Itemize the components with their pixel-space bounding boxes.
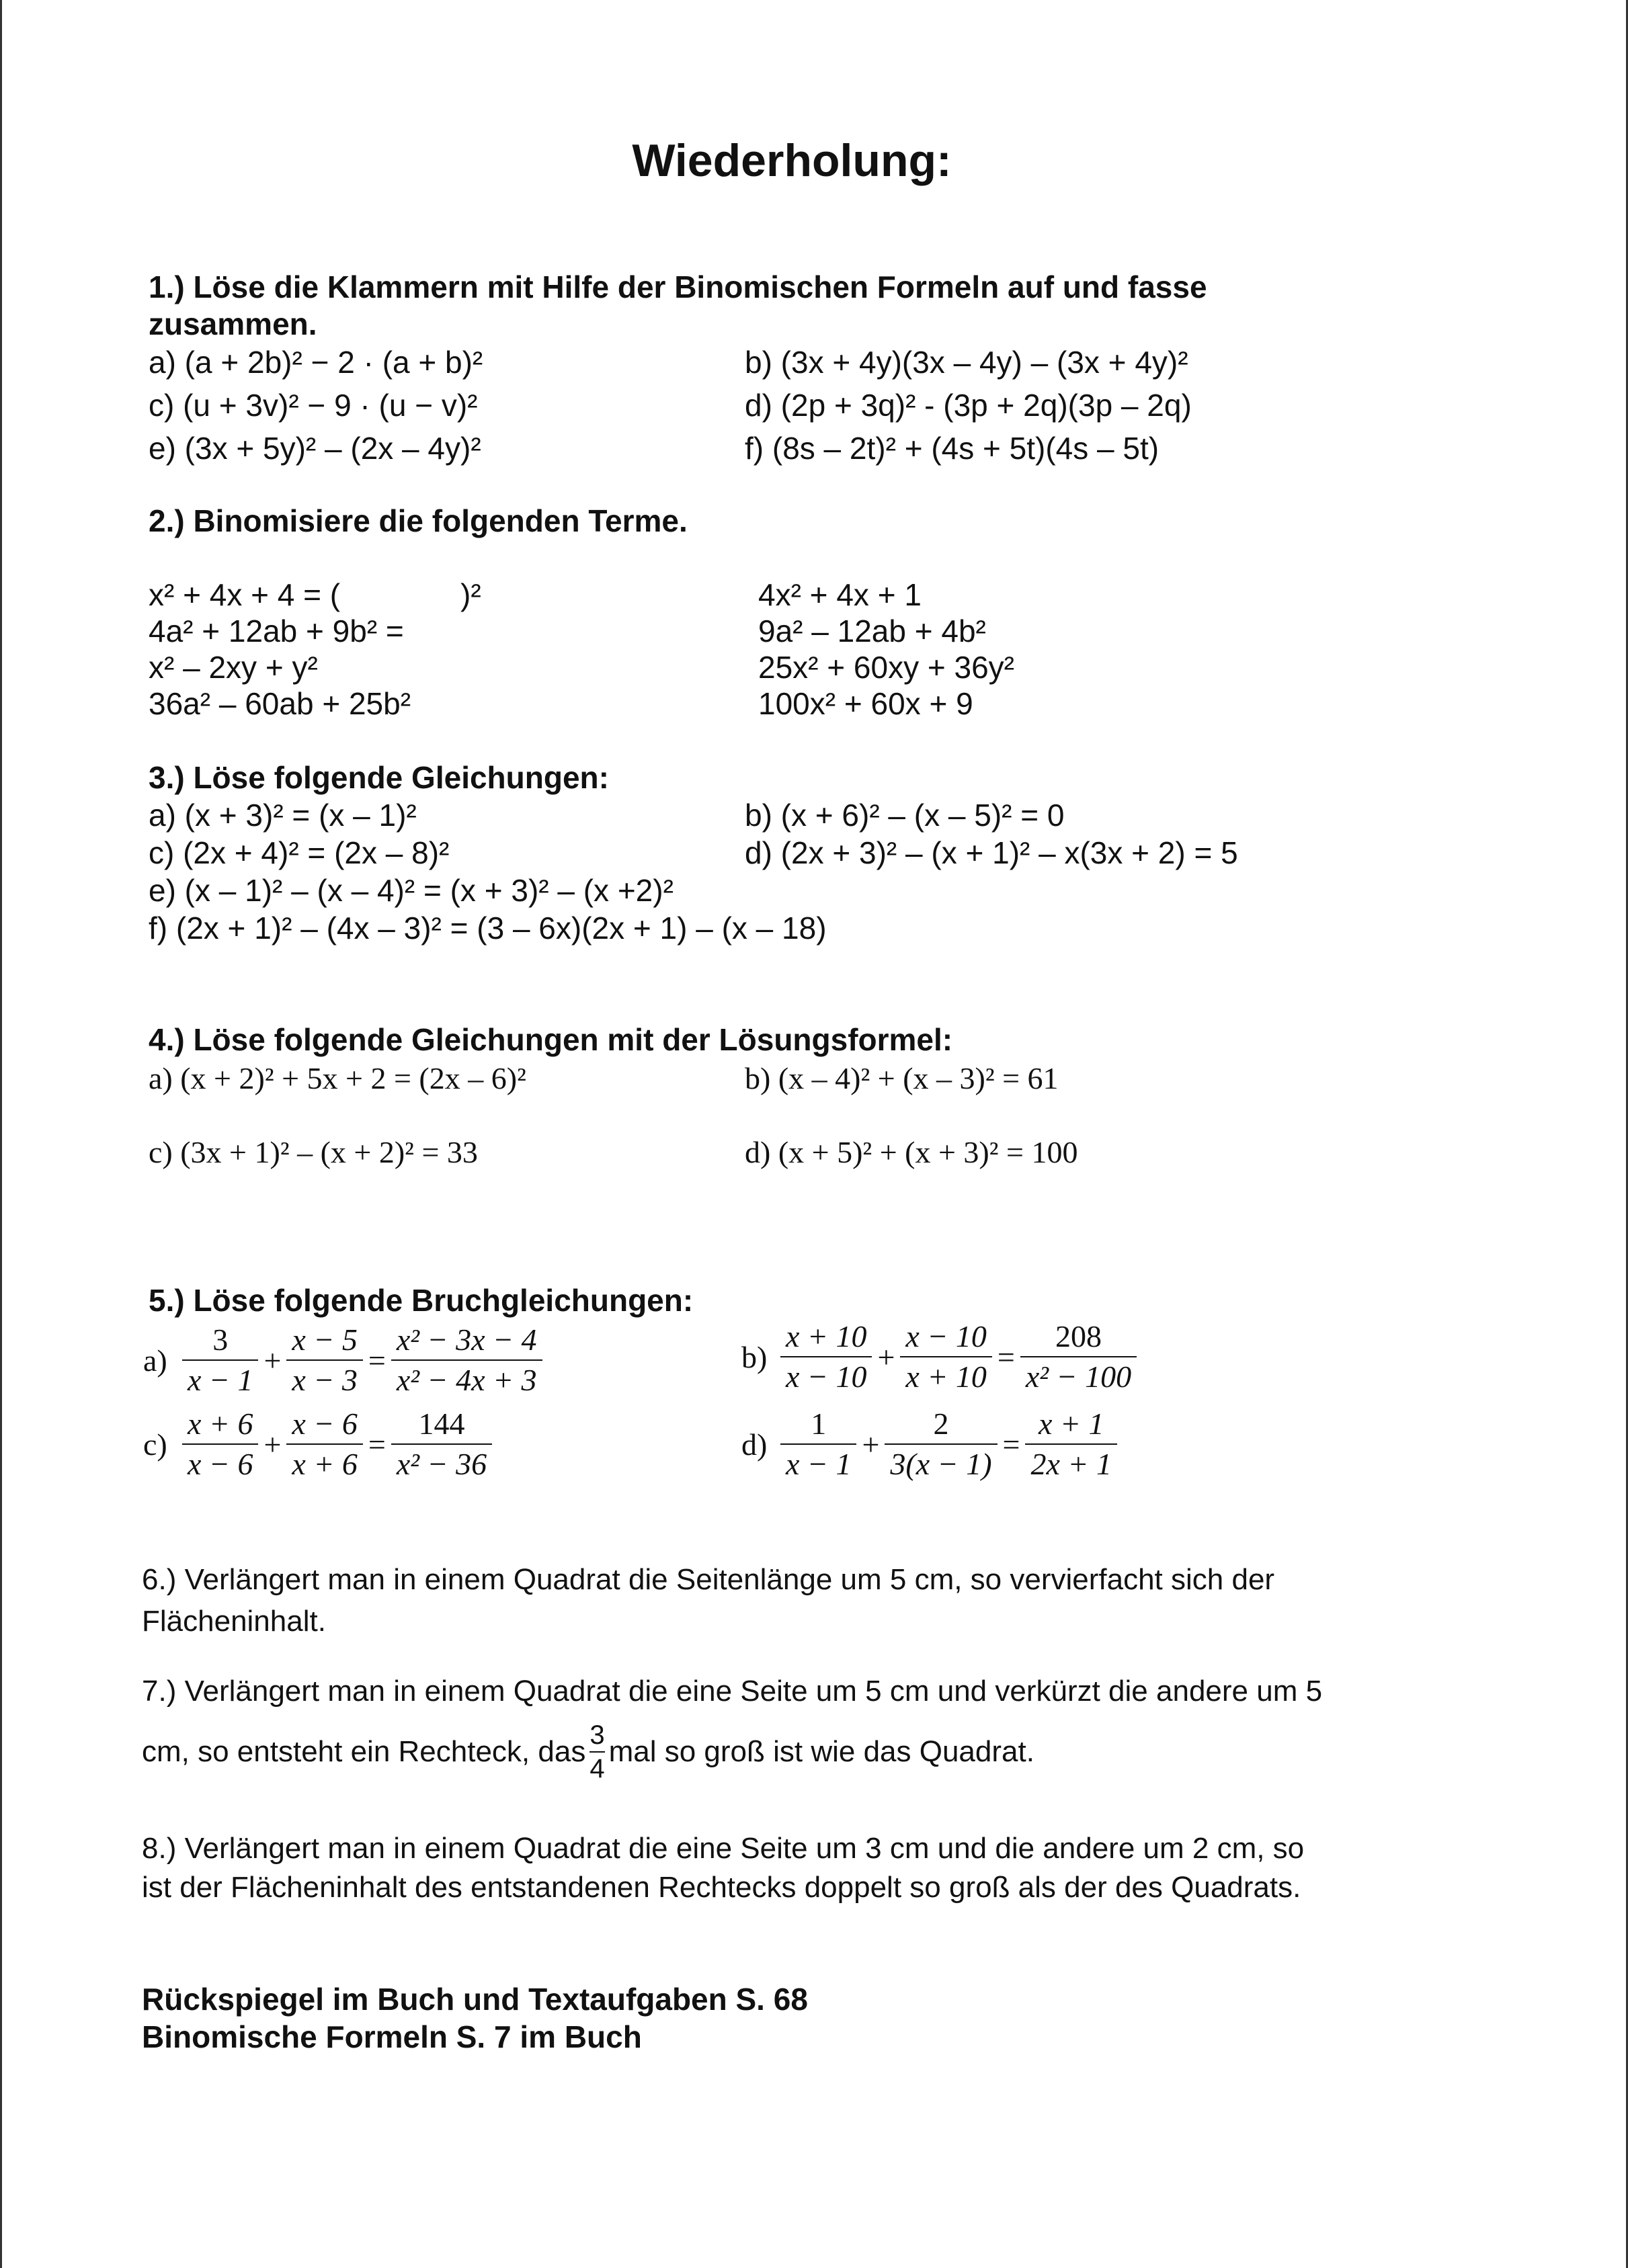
equals-sign: = [997,1339,1015,1374]
equation-3b: b) (x + 6)² – (x – 5)² = 0 [745,798,1065,833]
word-problem-8-line-1: 8.) Verlängert man in einem Quadrat die eine Seite um 3 cm und die andere um 2 cm, so [142,1832,1305,1865]
term-2-right-4: 100x² + 60x + 9 [758,686,973,721]
operator: + [263,1427,282,1462]
fraction [900,1317,991,1396]
exercise-1b: b) (3x + 4y)(3x – 4y) – (3x + 4y)² [745,345,1188,380]
fraction-equation-5b [741,1317,1139,1396]
equation-4c: c) (3x + 1)² – (x + 2)² = 33 [149,1135,478,1169]
denominator: x² − 36 [391,1443,492,1484]
word-problem-7-line-1: 7.) Verlängert man in einem Quadrat die eine Seite um 5 cm und verkürzt die andere um 5 [142,1675,1323,1708]
equation-3c: c) (2x + 4)² = (2x – 8)² [149,835,450,870]
fraction [182,1320,258,1400]
equation-4b: b) (x – 4)² + (x – 3)² = 61 [745,1061,1059,1095]
fraction-equation-5c [143,1404,495,1484]
word-problem-7-text-a: cm, so entsteht ein Rechteck, das [142,1735,586,1768]
equation-3e: e) (x – 1)² – (x – 4)² = (x + 3)² – (x +2)² [149,873,674,908]
numerator: x − 5 [292,1322,358,1357]
fraction [391,1404,492,1484]
fraction [1025,1404,1116,1484]
operator: + [862,1427,880,1462]
fraction [286,1404,362,1484]
section-4-heading: 4.) Löse folgende Gleichungen mit der Lösungsformel: [149,1022,953,1057]
page-title: Wiederholung: [632,135,952,186]
equation-label: c) [143,1427,167,1462]
denominator: x + 6 [286,1443,362,1484]
numerator: 3 [589,1720,605,1750]
equals-sign: = [368,1343,386,1378]
equation-4d: d) (x + 5)² + (x + 3)² = 100 [745,1135,1078,1169]
denominator: 4 [589,1751,604,1785]
numerator: 3 [212,1322,229,1357]
fraction-three-quarters [589,1719,604,1785]
numerator: x² − 3x − 4 [396,1322,537,1357]
numerator: 144 [418,1406,465,1441]
section-5-heading: 5.) Löse folgende Bruchgleichungen: [149,1283,694,1318]
numerator: 208 [1055,1319,1102,1353]
numerator: x + 10 [786,1319,867,1353]
equation-label: a) [143,1343,167,1378]
reference-line-2: Binomische Formeln S. 7 im Buch [142,2019,642,2054]
numerator: x + 6 [188,1406,253,1441]
equation-label: d) [741,1427,768,1462]
section-1-heading: 1.) Löse die Klammern mit Hilfe der Binomischen Formeln auf und fasse [149,269,1207,304]
equals-sign: = [1002,1427,1020,1462]
denominator: 3(x − 1) [885,1443,997,1484]
term-2-left-4: 36a² – 60ab + 25b² [149,686,411,721]
fraction [1020,1317,1137,1396]
denominator: x² − 4x + 3 [391,1359,542,1400]
fraction-equation-5d [741,1404,1120,1484]
denominator: 2x + 1 [1025,1443,1116,1484]
numerator: 2 [933,1406,949,1441]
numerator: x − 10 [905,1319,987,1353]
equation-4a: a) (x + 2)² + 5x + 2 = (2x – 6)² [149,1061,526,1095]
word-problem-7-text-b: mal so groß ist wie das Quadrat. [608,1735,1034,1768]
denominator: x + 10 [900,1356,991,1396]
numerator: 1 [811,1406,827,1441]
term-2-left-1: x² + 4x + 4 = ( )² [149,577,481,612]
fraction [286,1320,362,1400]
word-problem-7-line-2 [142,1719,1034,1785]
term-2-right-2: 9a² – 12ab + 4b² [758,614,986,648]
denominator: x − 3 [286,1359,362,1400]
exercise-1c: c) (u + 3v)² − 9 · (u − v)² [149,388,478,423]
numerator: x + 1 [1038,1406,1104,1441]
section-2-heading: 2.) Binomisiere die folgenden Terme. [149,503,688,538]
equation-label: b) [741,1339,768,1374]
word-problem-6-line-1: 6.) Verlängert man in einem Quadrat die Seitenlänge um 5 cm, so vervierfacht sich der [142,1563,1275,1596]
term-2-right-3: 25x² + 60xy + 36y² [758,650,1014,685]
term-2-left-3: x² – 2xy + y² [149,650,318,685]
word-problem-8-line-2: ist der Flächeninhalt des entstandenen Rechtecks doppelt so groß als der des Quadrats. [142,1871,1301,1904]
operator: + [263,1343,282,1378]
equation-3d: d) (2x + 3)² – (x + 1)² – x(3x + 2) = 5 [745,835,1238,870]
equals-sign: = [368,1427,386,1462]
equation-3f: f) (2x + 1)² – (4x – 3)² = (3 – 6x)(2x + 1) – (x – 18) [149,911,827,946]
section-1-heading-cont: zusammen. [149,306,317,341]
fraction [885,1404,997,1484]
denominator: x − 1 [182,1359,258,1400]
denominator: x − 10 [780,1356,872,1396]
reference-line-1: Rückspiegel im Buch und Textaufgaben S. 68 [142,1982,808,2017]
fraction [780,1404,856,1484]
fraction-equation-5a [143,1320,545,1400]
term-2-right-1: 4x² + 4x + 1 [758,577,922,612]
numerator: x − 6 [292,1406,358,1441]
section-3-heading: 3.) Löse folgende Gleichungen: [149,760,609,795]
term-2-left-2: 4a² + 12ab + 9b² = [149,614,404,648]
denominator: x − 1 [780,1443,856,1484]
equation-3a: a) (x + 3)² = (x – 1)² [149,798,417,833]
exercise-1f: f) (8s – 2t)² + (4s + 5t)(4s – 5t) [745,431,1159,466]
fraction [780,1317,872,1396]
exercise-1e: e) (3x + 5y)² – (2x – 4y)² [149,431,481,466]
operator: + [877,1339,895,1374]
denominator: x − 6 [182,1443,258,1484]
exercise-1d: d) (2p + 3q)² - (3p + 2q)(3p – 2q) [745,388,1192,423]
fraction [182,1404,258,1484]
denominator: x² − 100 [1020,1356,1137,1396]
exercise-1a: a) (a + 2b)² − 2 · (a + b)² [149,345,483,380]
word-problem-6-line-2: Flächeninhalt. [142,1605,326,1638]
fraction [391,1320,542,1400]
